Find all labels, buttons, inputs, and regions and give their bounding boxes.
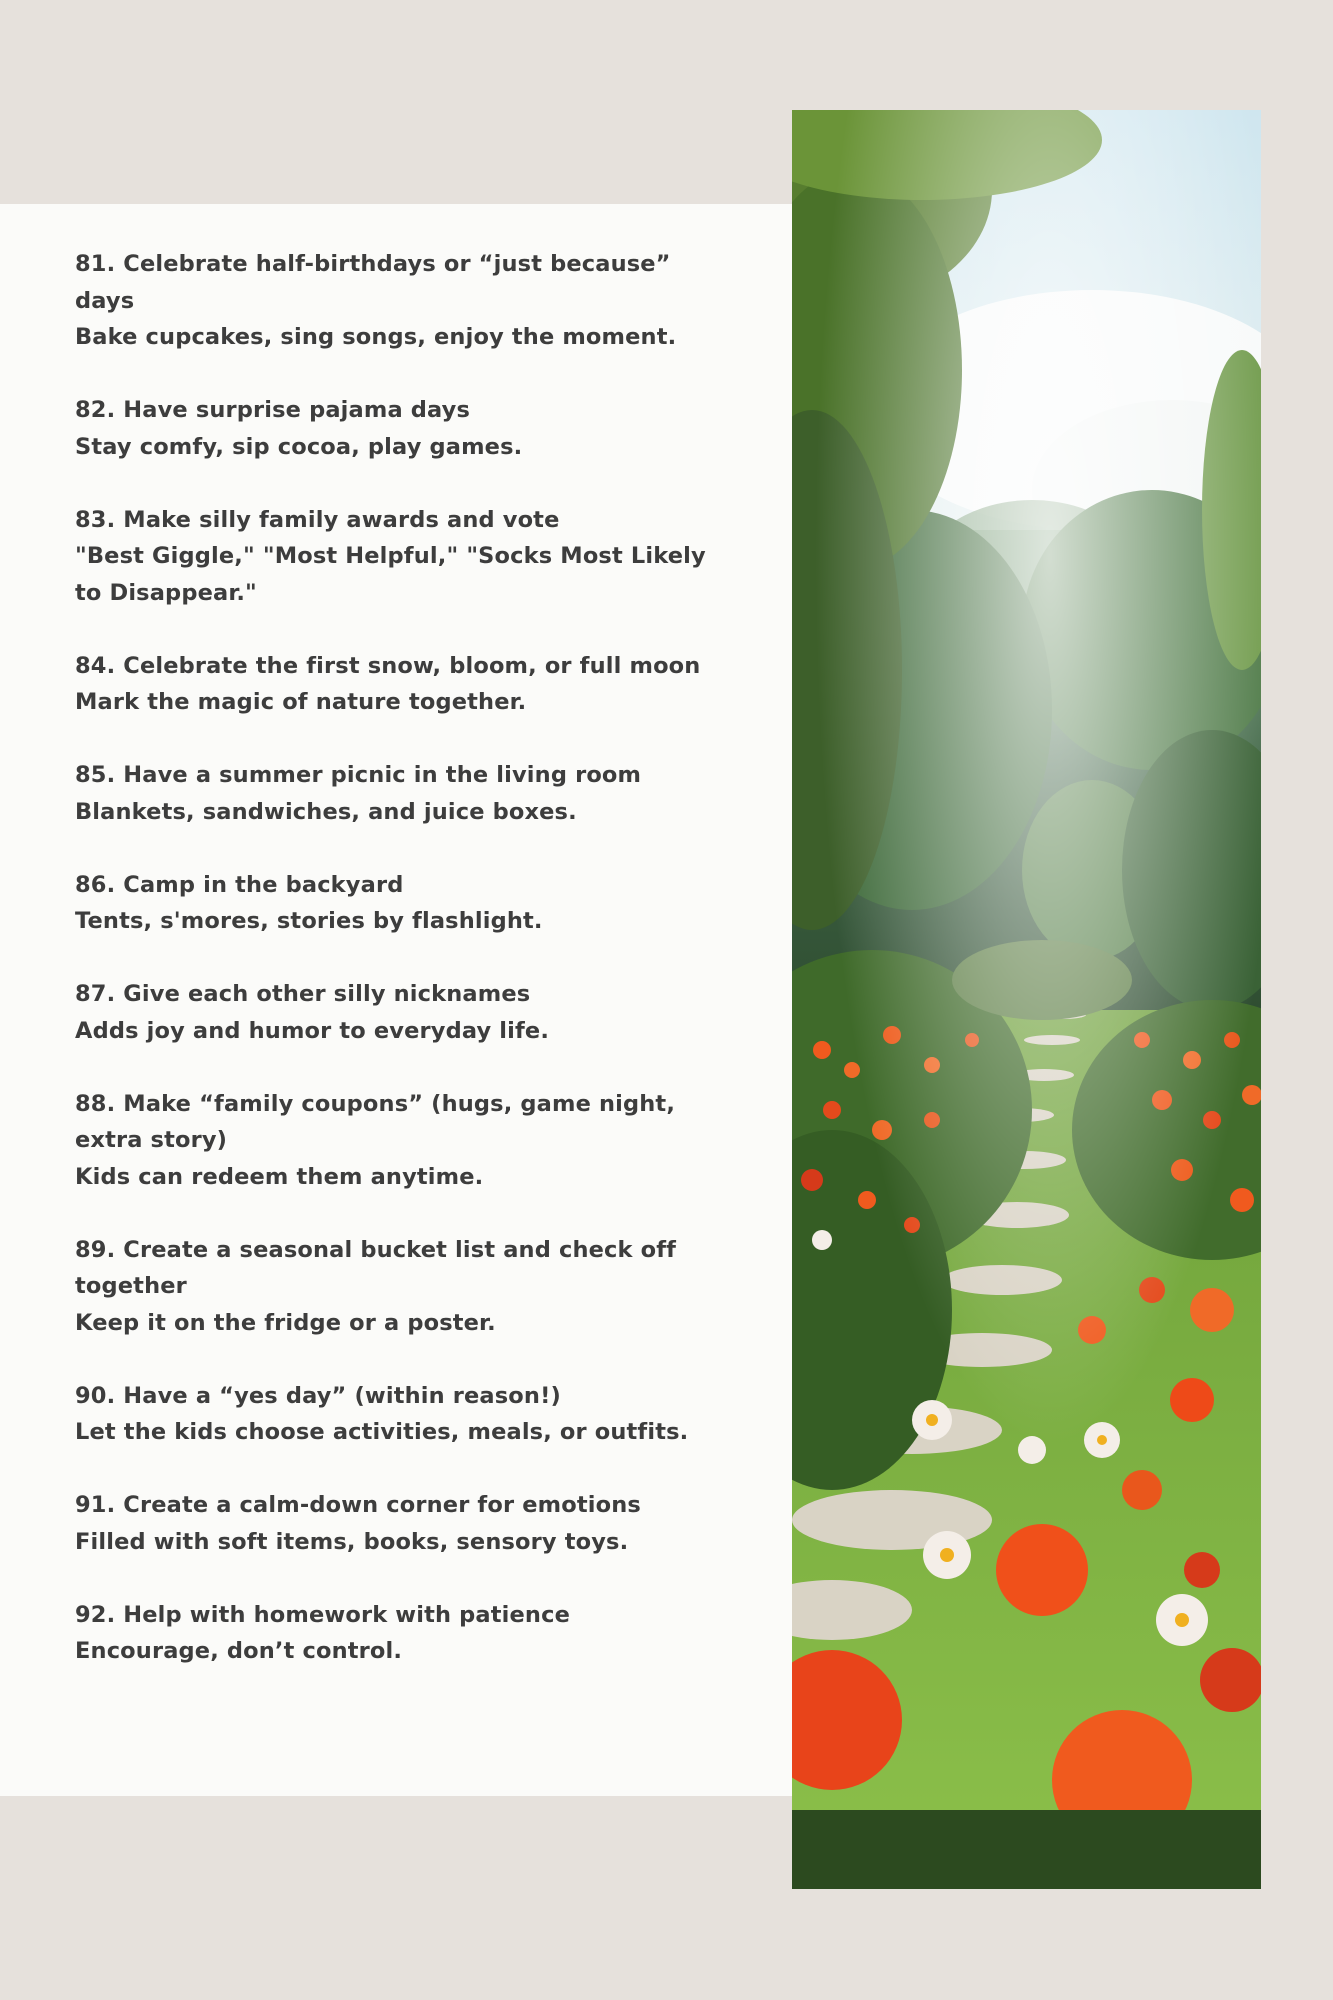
item-description: Let the kids choose activities, meals, or outfits. xyxy=(75,1419,689,1445)
list-item xyxy=(75,1378,715,1451)
item-description: Bake cupcakes, sing songs, enjoy the moment. xyxy=(75,324,677,350)
item-title: 81. Celebrate half-birthdays or “just because” days xyxy=(75,251,671,314)
item-description: Filled with soft items, books, sensory toys. xyxy=(75,1528,629,1555)
item-description: Adds joy and humor to everyday life. xyxy=(75,1017,550,1044)
list-item xyxy=(75,976,715,1049)
item-title: 90. Have a “yes day” (within reason!) xyxy=(75,1382,561,1409)
item-description: Encourage, don’t control. xyxy=(75,1638,403,1664)
list-item xyxy=(75,502,715,612)
list-item xyxy=(75,648,715,721)
idea-list xyxy=(75,246,715,1670)
garden-path-illustration xyxy=(792,110,1261,1889)
list-item xyxy=(75,246,715,356)
item-description: Mark the magic of nature together. xyxy=(75,689,527,715)
item-description: Stay comfy, sip cocoa, play games. xyxy=(75,433,523,460)
list-item xyxy=(75,392,715,465)
item-description: Kids can redeem them anytime. xyxy=(75,1163,484,1190)
item-title: 84. Celebrate the first snow, bloom, or full moon xyxy=(75,652,701,679)
list-item xyxy=(75,1232,715,1342)
list-item xyxy=(75,1487,715,1560)
list-item xyxy=(75,1597,715,1670)
item-title: 85. Have a summer picnic in the living room xyxy=(75,762,642,788)
list-item xyxy=(75,757,715,830)
list-item xyxy=(75,1086,715,1196)
item-description: Blankets, sandwiches, and juice boxes. xyxy=(75,798,577,825)
item-title: 87. Give each other silly nicknames xyxy=(75,981,531,1007)
garden-path-image xyxy=(792,110,1261,1889)
item-description: Tents, s'mores, stories by flashlight. xyxy=(75,908,543,934)
item-description: Keep it on the fridge or a poster. xyxy=(75,1309,496,1336)
item-title: 82. Have surprise pajama days xyxy=(75,397,471,423)
list-item xyxy=(75,867,715,940)
item-title: 83. Make silly family awards and vote xyxy=(75,506,560,533)
item-title: 86. Camp in the backyard xyxy=(75,871,404,898)
item-title: 88. Make “family coupons” (hugs, game night, extra story) xyxy=(75,1090,676,1153)
item-description: "Best Giggle," "Most Helpful," "Socks Most Likely to Disappear." xyxy=(75,543,706,606)
item-title: 92. Help with homework with patience xyxy=(75,1601,570,1628)
item-title: 91. Create a calm-down corner for emotions xyxy=(75,1492,641,1518)
item-title: 89. Create a seasonal bucket list and check off together xyxy=(75,1236,677,1299)
